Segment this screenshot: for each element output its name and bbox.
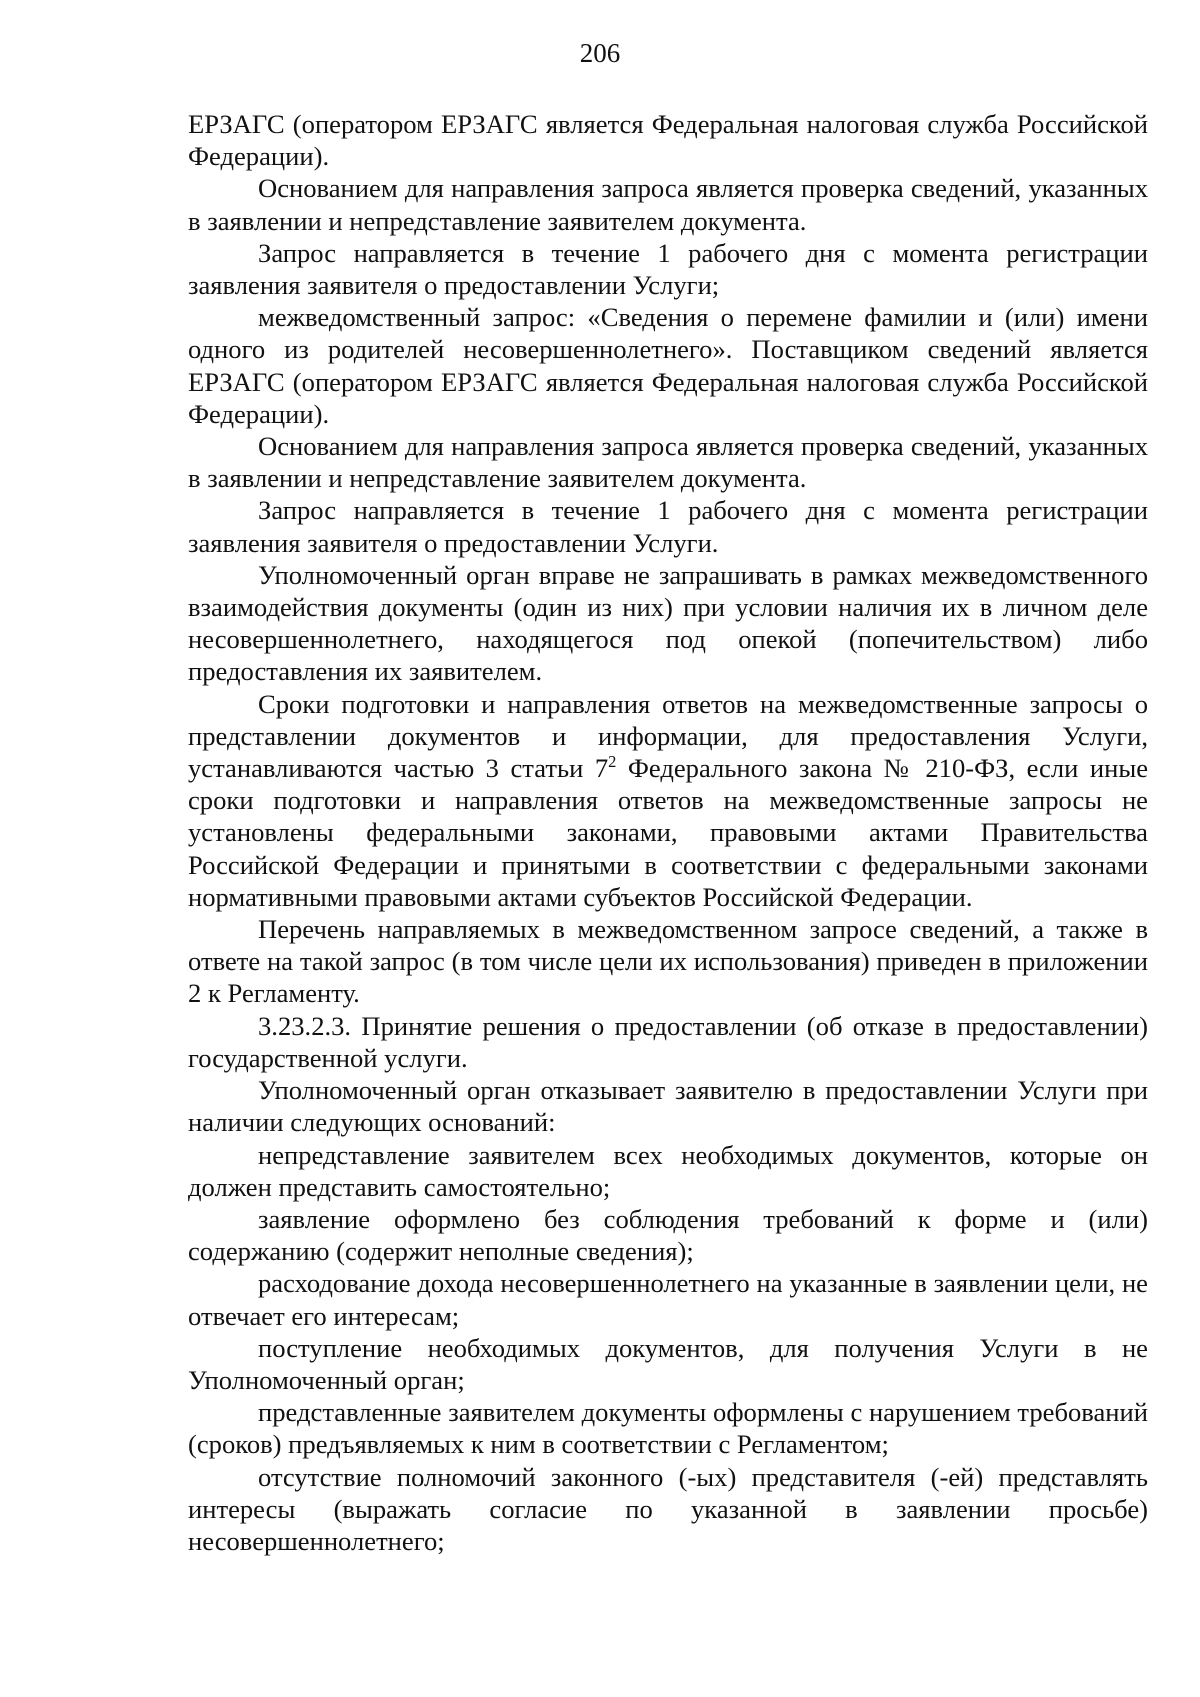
paragraph: Основанием для направления запроса является проверка сведений, указанных в заявлении и непредставление заявителем документа. [188,431,1148,494]
paragraph: Уполномоченный орган вправе не запрашивать в рамках межведомственного взаимодействия документы (один из них) при условии наличия их в личном деле несовершеннолетнего, находящегося под опекой (попечительством) либо предоставления их заявителем. [188,559,1148,687]
document-body [188,108,1148,1557]
paragraph: Перечень направляемых в межведомственном запросе сведений, а также в ответе на такой запрос (в том числе цели их использования) приведен в приложении 2 к Регламенту. [188,914,1148,1009]
paragraph-text-after: Федерального закона № 210-ФЗ, если иные сроки подготовки и направления ответов на межведомственные запросы не установлены федеральными законами, правовыми актами Правительства Российской Федерации и принятыми в соответствии с федеральными законами нормативными правовыми актами субъектов Российской Федерации. [188,753,1148,912]
list-item: заявление оформлено без соблюдения требований к форме и (или) содержанию (содержит неполные сведения); [188,1203,1148,1267]
paragraph: Запрос направляется в течение 1 рабочего дня с момента регистрации заявления заявителя о предоставлении Услуги. [188,495,1148,558]
paragraph: Уполномоченный орган отказывает заявителю в предоставлении Услуги при наличии следующих оснований: [188,1075,1148,1138]
list-item: отсутствие полномочий законного (-ых) представителя (-ей) представлять интересы (выражать согласие по указанной в заявлении просьбе) несовершеннолетнего; [188,1461,1148,1556]
paragraph: межведомственный запрос: «Сведения о перемене фамилии и (или) имени одного из родителей несовершеннолетнего». Поставщиком сведений является ЕРЗАГС (оператором ЕРЗАГС является Федеральная налоговая служба Российской Федерации). [188,302,1148,429]
list-item: расходование дохода несовершеннолетнего на указанные в заявлении цели, не отвечает его интересам; [188,1268,1148,1331]
list-item: поступление необходимых документов, для получения Услуги в не Уполномоченный орган; [188,1332,1148,1395]
list-item: непредставление заявителем всех необходимых документов, которые он должен представить самостоятельно; [188,1139,1148,1202]
paragraph: ЕРЗАГС (оператором ЕРЗАГС является Федеральная налоговая служба Российской Федерации). [188,109,1148,172]
paragraph-with-superscript [188,688,1148,913]
superscript-index: 2 [608,752,617,772]
list-item: представленные заявителем документы оформлены с нарушением требований (сроков) предъявляемых к ним в соответствии с Регламентом; [188,1397,1148,1460]
paragraph-text-before: Сроки подготовки и направления ответов на межведомственные запросы о представлении документов и информации, для предоставления Услуги, устанавливаются частью 3 статьи 7 [188,688,1148,784]
section-heading: 3.23.2.3. Принятие решения о предоставлении (об отказе в предоставлении) государственной услуги. [188,1010,1148,1073]
paragraph: Запрос направляется в течение 1 рабочего дня с момента регистрации заявления заявителя о предоставлении Услуги; [188,237,1148,301]
paragraph: Основанием для направления запроса является проверка сведений, указанных в заявлении и непредставление заявителем документа. [188,173,1148,236]
page-number: 206 [579,38,621,68]
